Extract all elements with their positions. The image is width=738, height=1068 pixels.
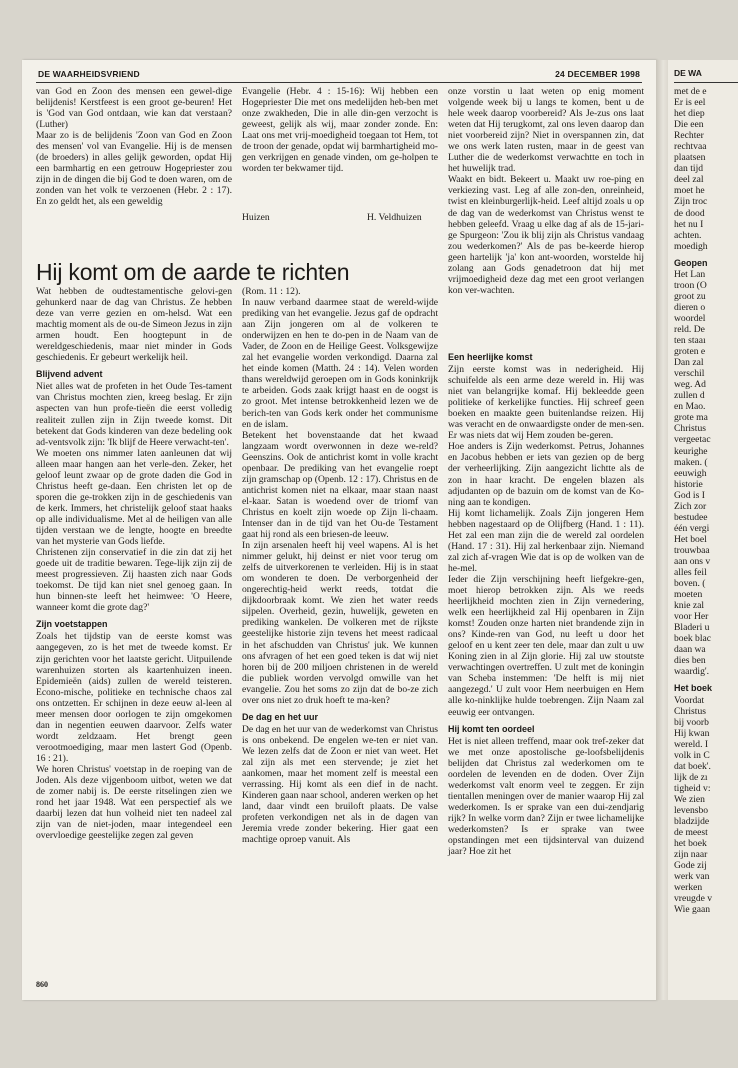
page-header bbox=[36, 68, 642, 83]
paragraph: We zien bbox=[674, 793, 705, 805]
paragraph: alles feil bbox=[674, 567, 707, 579]
signature-name: H. Veldhuizen bbox=[367, 212, 422, 223]
paragraph: Zijn troc bbox=[674, 196, 708, 208]
paragraph: Hoe anders is Zijn wederkomst. Petrus, Johannes en Jacobus hebben er iets van gezien op de berg der verheerlijking. Zijn aangezicht lichtte als de zon in haar kracht. De engelen blazen als adjudanten op de bazuin om de komst van de Ko-ning aan te kondigen. bbox=[448, 441, 644, 508]
paragraph: Het boel bbox=[674, 533, 707, 545]
paragraph: God is I bbox=[674, 489, 705, 501]
paragraph: bij voorb bbox=[674, 716, 709, 728]
section-heading: Het boek bbox=[674, 683, 713, 694]
section-heading: Blijvend advent bbox=[36, 369, 103, 380]
section-heading: Zijn voetstappen bbox=[36, 619, 108, 630]
paragraph: de dood bbox=[674, 207, 705, 219]
column-3-top bbox=[448, 86, 644, 296]
paragraph: moet he bbox=[674, 185, 705, 197]
paragraph: ten staaı bbox=[674, 335, 706, 347]
paragraph: We horen Christus' voetstap in de roeping van de Joden. Als deze vijgenboom uitbot, weten we dat de zomer nabij is. De eerste ritselingen zien we rond het jaar 1948. Wat een perspectief als we daarbij lezen dat hun volheid niet ten nadeel zal zijn van de niet-joden, maar integendeel een overvloedige geestelijke zegen zal geven bbox=[36, 763, 232, 842]
newspaper-page bbox=[22, 60, 656, 1000]
next-page-edge bbox=[668, 60, 738, 1000]
paragraph: van God en Zoon des mensen een gewel-dige belijdenis! Kerstfeest is een groot ge-beuren! Het is 'God van God ontdaan, wie kan dat verstaan? (Luther) bbox=[36, 86, 232, 131]
paragraph: Niet alles wat de profeten in het Oude Tes-tament van Christus mochten zien, kreeg beslag. Er zijn aspecten van hun profe-tieën die eerst volledig realiteit zullen zijn in Zijn tweede komst. Dit betekent dat Gods kinderen van deze bedeling ook ad-ventsvolk zijn: 'Ik blijf de Heere verwacht-ten'. bbox=[36, 381, 232, 448]
article-column-3 bbox=[448, 346, 644, 857]
paragraph: Dan zal bbox=[674, 357, 704, 369]
section-heading: Een heerlijke komst bbox=[448, 352, 533, 362]
paragraph: keurighe bbox=[674, 445, 708, 457]
paragraph: het nu I bbox=[674, 218, 704, 230]
paragraph: Die een bbox=[674, 119, 704, 131]
paragraph: moedigh bbox=[674, 240, 708, 252]
paragraph: het diep bbox=[674, 108, 705, 120]
paragraph: dieren o bbox=[674, 301, 706, 313]
paragraph: vreugde v bbox=[674, 893, 713, 905]
paragraph: het boek bbox=[674, 838, 707, 850]
paragraph: werken bbox=[674, 882, 703, 894]
paragraph: vergeetac bbox=[674, 434, 711, 446]
paragraph: verschil bbox=[674, 368, 705, 380]
paragraph: reld. De bbox=[674, 323, 705, 335]
section-heading: Geopen bbox=[674, 257, 708, 268]
paragraph: Zich zor bbox=[674, 500, 707, 512]
paragraph: Christus bbox=[674, 705, 706, 717]
paragraph: waardig'. bbox=[674, 666, 710, 678]
paragraph: In zijn arsenalen heeft hij veel wapens. Al is het nimmer gelukt, hij deinst er niet voor terug om zelfs de uitverkorenen te verleiden. Hij is in staat om wonderen te doen. De verborgenheid der ongerechtig-heid werkt reeds, totdat die dijkdoorbraak komt. We zien het water reeds sijpelen. Overheid, gezin, huwelijk, geweten en prediking wankelen. De volkeren met de rijkste geestelijke historie zijn tevens het meest radicaal in het afschudden van Christus' juk. We kunnen ons afvragen of het een goed teken is dat wij niet horen bij de 200 miljoen christenen in de wereld die publiek worden vervolgd omwille van het evangelie. Zou het soms zo zijn dat de bo-ze zich over ons niet zo druk hoeft te ma-ken? bbox=[242, 540, 438, 706]
paragraph: de meest bbox=[674, 827, 708, 839]
paragraph: moeten bbox=[674, 589, 703, 601]
section-heading: Hij komt ten oordeel bbox=[448, 723, 535, 734]
intro-column-2 bbox=[242, 86, 438, 174]
paragraph: Er is eel bbox=[674, 97, 706, 109]
paragraph: weg. Ad bbox=[674, 379, 706, 391]
paragraph: boek blac bbox=[674, 633, 712, 645]
paragraph: Betekent het bovenstaande dat het kwaad langzaam wordt overwonnen in deze we-reld? Geenszins. Ook de antichrist komt in volle kracht openbaar. De prediking van het evangelie roept zijn gramschap op (Openb. 12 : 17). Christus en de antichrist komen niet na elkaar, maar staan naast el-kaar. Satan is woedend over de triomf van Christus en koelt zijn woede op Zijn li-chaam. Intenser dan in de tijd van het Ou-de Testament gaat hij rond als een briesen-de leeuw. bbox=[242, 429, 438, 541]
paragraph: Het Lan bbox=[674, 268, 706, 280]
paragraph: Waakt en bidt. Bekeert u. Maakt uw roe-ping en verkiezing vast. Leg af alle zon-den, onreinheid, twist en kleinburgerlijk-heid. Leef altijd zoals u op de dag van de wederkomst van Christus wenst te hebben geleefd. Vraag u elke dag af als de 15-jari-ge Spurgeon: 'Zou ik blij zijn als Christus vandaag zou wederkomen?' Als de pas be-keerde hierop geen hartelijk 'ja' kon ant-woorden, worstelde hij zolang aan Gods genadetroon dat hij met vrijmoedigheid deze dag met een groot verlangen kon ver-wachten. bbox=[448, 174, 644, 296]
paragraph: boven. ( bbox=[674, 578, 706, 590]
next-page-header: DE WA bbox=[674, 68, 738, 83]
paragraph: Wat hebben de oudtestamentische gelovi-gen gehunkerd naar de dag van Christus. Ze hebben deze van verre gezien en om-helsd. Wat een machtig moment als de ou-de Simeon Jezus in zijn armen houdt. Een hoogtepunt in de wereldgeschiedenis, maar niet minder in Gods geschiedenis. Er gebeurt werkelijk heil. bbox=[36, 286, 232, 364]
paragraph: Gode zij bbox=[674, 860, 707, 872]
paragraph: bladzijde bbox=[674, 816, 710, 828]
intro-column-1 bbox=[36, 86, 232, 208]
paragraph: achten. bbox=[674, 229, 702, 241]
page-gutter bbox=[656, 60, 668, 1000]
paragraph: levensbo bbox=[674, 805, 709, 816]
paragraph: bestudee bbox=[674, 511, 708, 523]
paragraph: Christus bbox=[674, 423, 706, 435]
paragraph: trouwbaa bbox=[674, 544, 710, 556]
paragraph: Christenen zijn conservatief in die zin dat zij het goede uit de traditie bewaren. Tege-lijk zijn zij de meest progressieven. Zij haasten zich naar Gods toekomst. De tijd kan niet snel genoeg gaan. In hun binnen-ste leeft het heimwee: 'O Heere, wanneer komt die grote dag?' bbox=[36, 547, 232, 614]
paragraph: groot zu bbox=[674, 290, 706, 302]
paragraph: Hij kwan bbox=[674, 727, 710, 739]
publication-date: 24 DECEMBER 1998 bbox=[555, 69, 640, 79]
paragraph: Maar zo is de belijdenis 'Zoon van God en Zoon des mensen' vol van Evangelie. Hij is de mensen (de broeders) in alles gelijk geworden, opdat Hij een barmhartig en een getrouw Hogepriester zou zijn in de dingen die bij God te doen waren, om de zonden van het volk te verzoenen (Hebr. 2 : 17). En zo geldt het, als een geweldig bbox=[36, 130, 232, 208]
paragraph: en Mao. bbox=[674, 401, 706, 413]
paragraph: met de e bbox=[674, 86, 707, 97]
paragraph: voor Her bbox=[674, 611, 709, 623]
paragraph: wereld. I bbox=[674, 738, 709, 750]
signature-place: Huizen bbox=[242, 212, 270, 223]
paragraph: Zoals het tijdstip van de eerste komst was aangegeven, zo is het met de tweede komst. Er zijn gerichten voor het laatste gericht. Uitpuilende warenhuizen storten als kaartenhuizen ineen. Epidemieën (aids) zullen de wereld teisteren. Econo-mische, politieke en technische chaos zal ons ontzetten. Er schijnen in deze eeuw al-leen al meer mensen door oorlogen te zijn omgekomen dan in negentien eeuwen daarvoor. Zelfs water wordt zeldzaam. Het brengt geen verootmoediging, maar men lastert God (Openb. 16 : 21). bbox=[36, 631, 232, 764]
paragraph: knie zal bbox=[674, 600, 705, 612]
paragraph: rechtvaa bbox=[674, 141, 707, 153]
paragraph: groten e bbox=[674, 346, 706, 358]
paragraph: zullen d bbox=[674, 390, 705, 402]
paragraph: Hij komt lichamelijk. Zoals Zijn jongeren Hem hebben nagestaard op de Olijfberg (Hand. 1 : 11). Het zal een man zijn die de wereld zal oordelen (Hand. 17 : 31). Hij zal herkenbaar zijn. Niemand zal zich af-vragen Wie dat is op de wolken van de he-mel. bbox=[448, 507, 644, 574]
paragraph: dat boek'. bbox=[674, 760, 711, 772]
paragraph: dan tijd bbox=[674, 163, 704, 175]
paragraph: onze vorstin u laat weten op enig moment volgende week bij u langs te komen, bent u de hele week daarop voorbereid? Als Je-zus ons laat weten dat Hij terugkomt, zal ons leven daarop dan niet voorbereid zijn? Niet in overspannen zin, dat we ons werk laten rusten, maar in de geest van Luther die de wederkomst verwachtte en toch in het huwelijk trad. bbox=[448, 86, 644, 175]
paragraph: Zijn eerste komst was in nederigheid. Hij schuifelde als een arme deze wereld in. Hij was niet van belangrijke komaf. Hij bekleedde geen politieke of kerkelijke functies. Hij schreef geen boeken en maakte geen buitenlandse reizen. Hij was veracht en de onwaardigste onder de men-sen. Er was niets dat wij Hem zouden be-geren. bbox=[448, 364, 644, 442]
paragraph: maken. ( bbox=[674, 456, 708, 468]
paragraph: één vergi bbox=[674, 522, 710, 534]
article-column-2 bbox=[242, 286, 438, 845]
paragraph: historie bbox=[674, 478, 703, 490]
paragraph: werk van bbox=[674, 871, 710, 883]
paragraph: eeuwigh bbox=[674, 467, 707, 479]
paragraph: woordel bbox=[674, 312, 706, 324]
paragraph: daan wa bbox=[674, 644, 706, 656]
paragraph: De dag en het uur van de wederkomst van Christus is ons onbekend. De engelen we-ten er niet van. We lezen zelfs dat de Zoon er niet van weet. Het zal zijn als met een stervende; je ziet het aankomen, maar het moment zelf is meestal een verrassing. Hij komt als een dief in de nacht. Kinderen gaan naar school, anderen werken op het land, daar vindt een bruiloft plaats. De valse profeten verkondigen net als in de dagen van Jeremia vrede zonder bekering. Hier gaat een machtige oproep vanuit. Als bbox=[242, 723, 438, 846]
paragraph: Evangelie (Hebr. 4 : 15-16): Wij hebben een Hogepriester Die met ons medelijden heb-ben met onze zwakheden, Die in alle din-gen verzocht is geweest, gelijk als wij, maar zonder zonde. En: Laat ons met vrij-moedigheid toegaan tot Hem, tot de troon der genade, opdat wij barmhartigheid mo-gen verkrijgen en genade vinden, om ge-holpen te worden ter bekwamer tijd. bbox=[242, 86, 438, 175]
paragraph: plaatsen bbox=[674, 152, 706, 164]
paragraph: Bladeri u bbox=[674, 622, 710, 634]
section-heading: De dag en het uur bbox=[242, 711, 319, 722]
paragraph: troon (O bbox=[674, 279, 707, 291]
paragraph: grote ma bbox=[674, 412, 708, 424]
paragraph: zijn naar bbox=[674, 849, 708, 861]
paragraph: Voordat bbox=[674, 694, 705, 706]
paragraph: volk in C bbox=[674, 749, 710, 761]
publication-name: DE WAARHEIDSVRIEND bbox=[38, 69, 140, 79]
paragraph: We moeten ons nimmer laten aanleunen dat wij alleen maar hangen aan het verle-den. Zeker, het geloof leunt zwaar op de grote daden die God in Christus heeft ge-daan. Een christen let op de sporen die ge-trokken zijn in de geschiedenis van de kerk. Immers, het christelijk geloof staat haaks op alle individualisme. Met al de heiligen van alle tijden verstaan we de lengte, hoogte en breedte van het mysterie van Gods liefde. bbox=[36, 447, 232, 548]
paragraph: aan ons v bbox=[674, 555, 711, 567]
next-page-column bbox=[674, 86, 738, 915]
paragraph: Rechter bbox=[674, 130, 704, 142]
article-column-1 bbox=[36, 286, 232, 841]
paragraph: tigheid v: bbox=[674, 782, 711, 794]
paragraph: Het is niet alleen treffend, maar ook tref-zeker dat we met onze apostolische ge-loofsbelijdenis belijden dat Christus zal wederkomen om te oordelen de levenden en de doden. Over Zijn wederkomst valt enorm veel te zeggen. Er zijn tientallen meningen over de manier waarop Hij zal wederkomen. Is er sprake van een dui-zendjarig rijk? In welke vorm dan? Zijn er twee lichamelijke wederkomsten? Is er sprake van twee opstandingen met een tijdsinterval van duizend jaar? Hoe zit het bbox=[448, 735, 644, 858]
paragraph: dies ben bbox=[674, 655, 706, 667]
article-title: Hij komt om de aarde te richten bbox=[36, 259, 350, 285]
paragraph: lijk de zı bbox=[674, 771, 708, 783]
paragraph: In nauw verband daarmee staat de wereld-wijde prediking van het evangelie. Jezus gaf de opdracht aan Zijn jongeren om al de volkeren te onderwijzen en hen te do-pen in de Naam van de Vader, de Zoon en de Heilige Geest. Volksgewijze zal het evangelie worden verkondigd. Daarna zal het einde komen (Matth. 24 : 14). Velen worden thans wereldwijd geroepen om in Gods koninkrijk te arbeiden. Gods zaak krijgt haast en de oogst is zo groot. Met intense betrokkenheid lezen we de berich-ten van Gods kerk onder het communisme en de islam. bbox=[242, 297, 438, 430]
page-number: 860 bbox=[36, 980, 48, 989]
paragraph: Ieder die Zijn verschijning heeft liefgekre-gen, moet hierop betrokken zijn. Als we reeds heerlijkheid mochten zien in Zijn vernedering, welk een heerlijkheid zal Hij openbaren in Zijn komst! Zouden onze harten niet brandende zijn in ons? Kinde-ren van God, nu leeft u door het geloof en u kent zeer ten dele, maar dan zult u uw Koning zien in al Zijn glorie. Hij zal uw stoutste verwachtingen overtreffen. U zult met de koningin van Scheba instemmen: 'De helft is mij niet aangezegd.' U zult voor Hem neerbuigen en Hem alle ko-ninklijke hulde toebrengen. Zijn Naam zal eeuwig eer ontvangen. bbox=[448, 573, 644, 718]
paragraph: (Rom. 11 : 12). bbox=[242, 286, 301, 297]
paragraph: Wie gaan bbox=[674, 904, 711, 916]
paragraph: deel zal bbox=[674, 174, 704, 186]
